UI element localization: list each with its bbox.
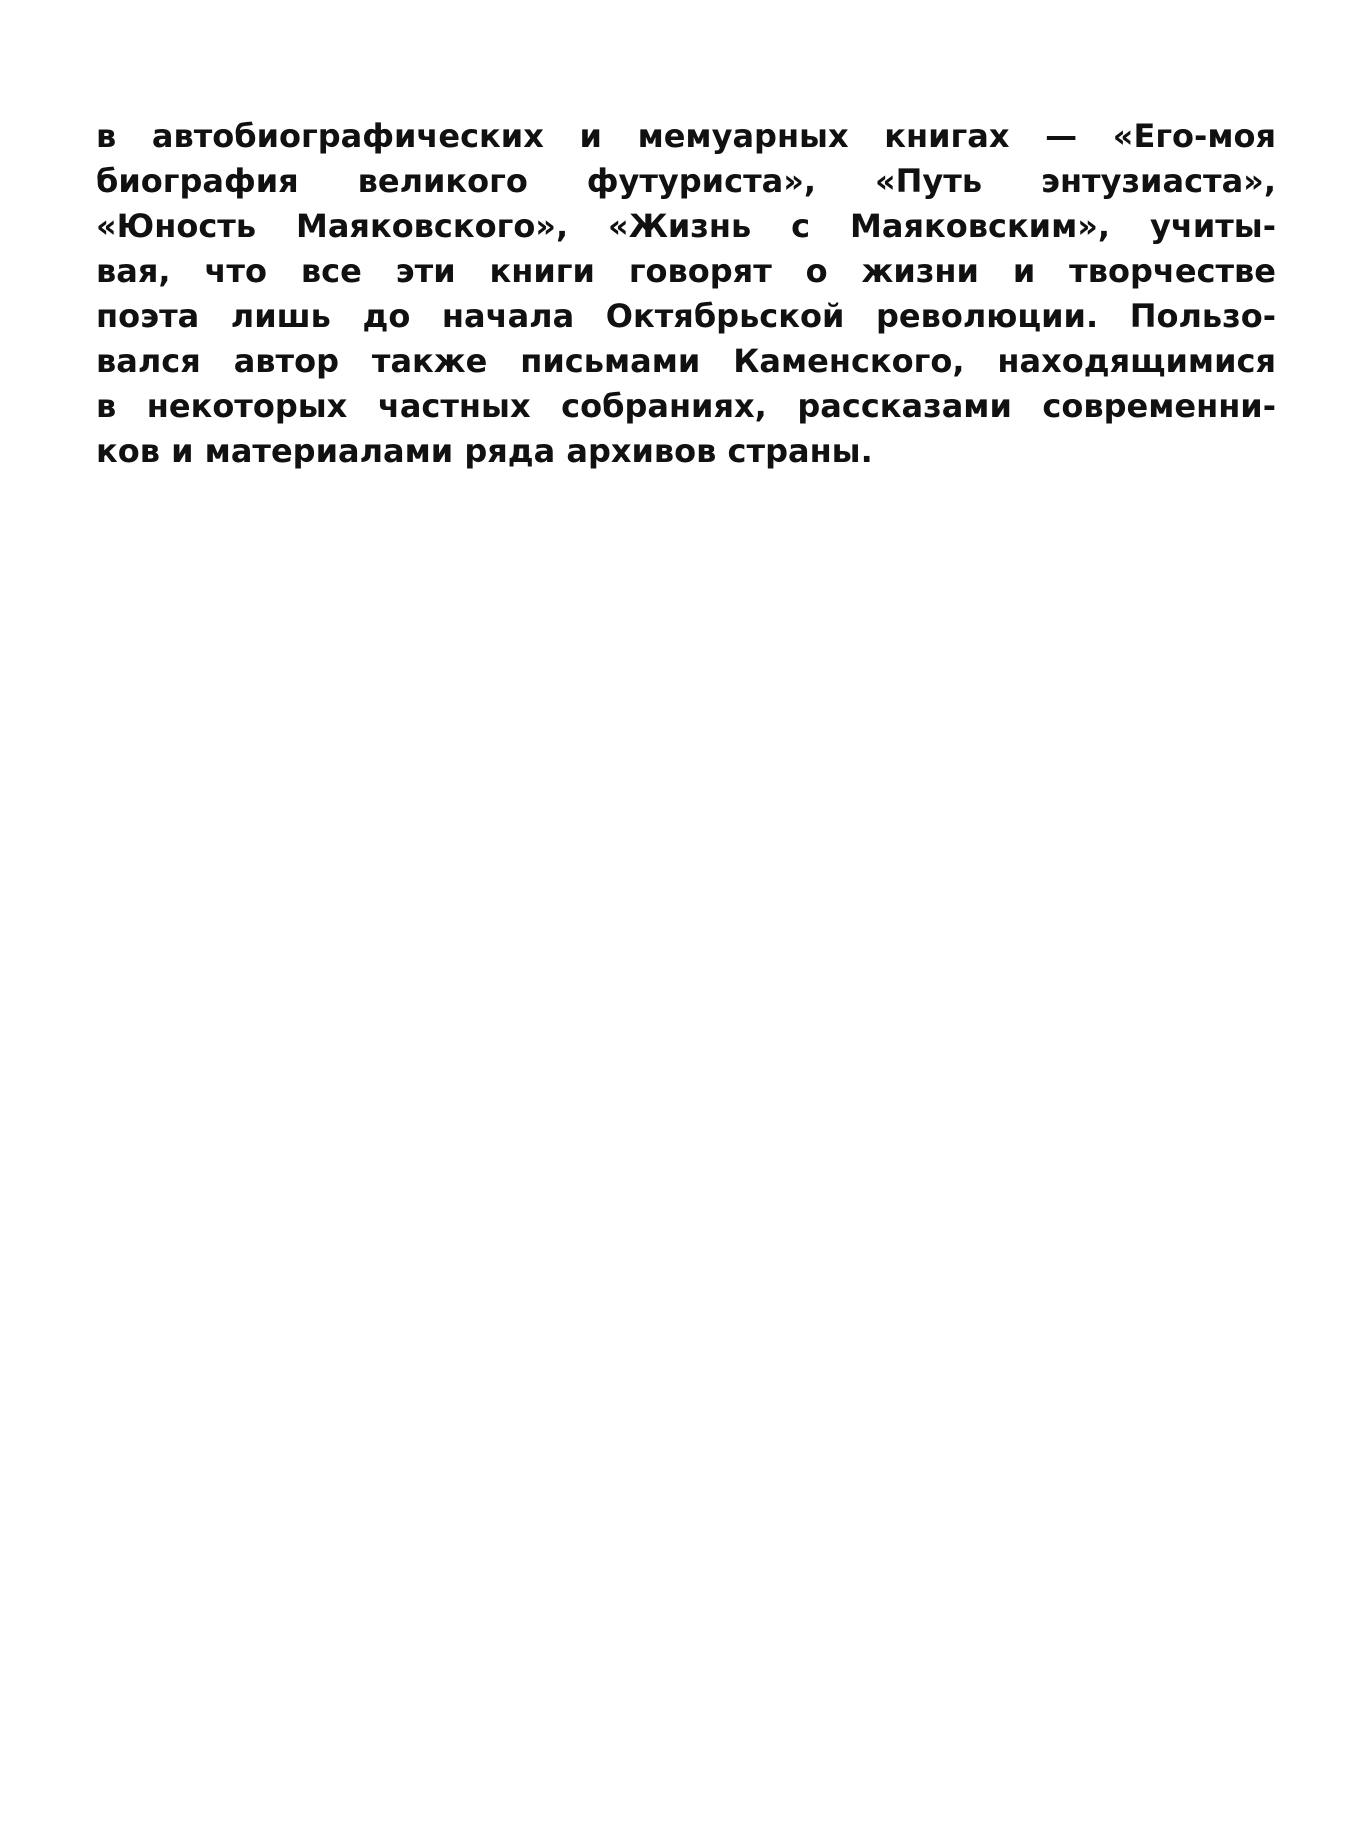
- text-line: ков и материалами ряда архивов страны.: [96, 432, 873, 470]
- text-line: вая, что все эти книги говорят о жизни и творчестве: [96, 252, 1276, 290]
- text-line: биография великого футуриста», «Путь энтузиаста»,: [96, 162, 1276, 200]
- text-line: «Юность Маяковского», «Жизнь с Маяковским», учиты-: [96, 207, 1276, 245]
- text-line: поэта лишь до начала Октябрьской революции. Пользо-: [96, 297, 1276, 335]
- text-line: в некоторых частных собраниях, рассказами современни-: [96, 387, 1276, 425]
- text-line: вался автор также письмами Каменского, находящимися: [96, 342, 1276, 380]
- body-paragraph: [96, 114, 1276, 474]
- text-line: в автобиографических и мемуарных книгах — «Его-моя: [96, 117, 1276, 155]
